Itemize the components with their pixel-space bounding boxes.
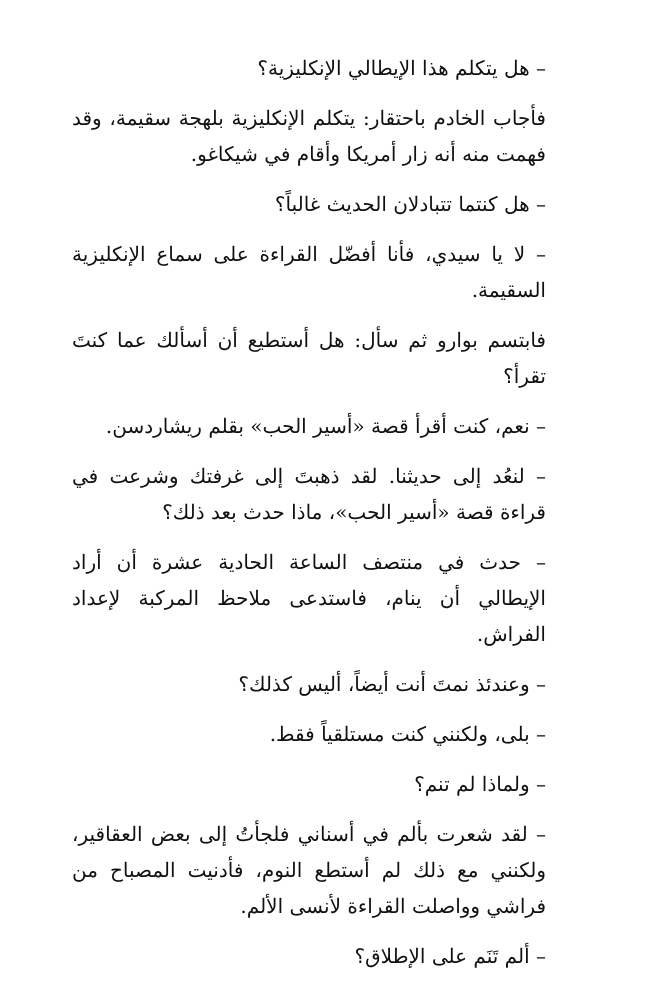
paragraph-4: – لا يا سيدي، فأنا أفضّل القراءة على سماع الإنكليزية السقيمة. — [72, 242, 546, 302]
paragraph-2: فأجاب الخادم باحتقار: يتكلم الإنكليزية بلهجة سقيمة، وقد فهمت منه أنه زار أمريكا وأقام في شيكاغو. — [72, 106, 546, 166]
book-page — [72, 50, 580, 988]
paragraph-8: – حدث في منتصف الساعة الحادية عشرة أن أراد الإيطالي أن ينام، فاستدعى ملاحظ المركبة لإعداد الفراش. — [72, 550, 546, 646]
paragraph-10: – بلى، ولكنني كنت مستلقياً فقط. — [269, 722, 546, 746]
paragraph-3: – هل كنتما تتبادلان الحديث غالباً؟ — [274, 192, 546, 216]
paragraph-7: – لنعُد إلى حديثنا. لقد ذهبتَ إلى غرفتك وشرعت في قراءة قصة «أسير الحب»، ماذا حدث بعد ذلك؟ — [72, 464, 546, 524]
paragraph-5: فابتسم بوارو ثم سأل: هل أستطيع أن أسألك عما كنتَ تقرأ؟ — [72, 328, 546, 388]
paragraph-13: – ألم تَنَم على الإطلاق؟ — [354, 944, 546, 968]
paragraph-1: – هل يتكلم هذا الإيطالي الإنكليزية؟ — [257, 56, 546, 80]
paragraph-12: – لقد شعرت بألم في أسناني فلجأتُ إلى بعض العقاقير، ولكنني مع ذلك لم أستطع النوم، فأدنيت المصباح من فراشي وواصلت القراءة لأنسى الألم. — [72, 822, 546, 918]
paragraph-11: – ولماذا لم تنم؟ — [414, 772, 546, 796]
paragraph-6: – نعم، كنت أقرأ قصة «أسير الحب» بقلم ريشاردسن. — [105, 414, 546, 438]
paragraph-9: – وعندئذ نمتَ أنت أيضاً، أليس كذلك؟ — [238, 672, 546, 696]
